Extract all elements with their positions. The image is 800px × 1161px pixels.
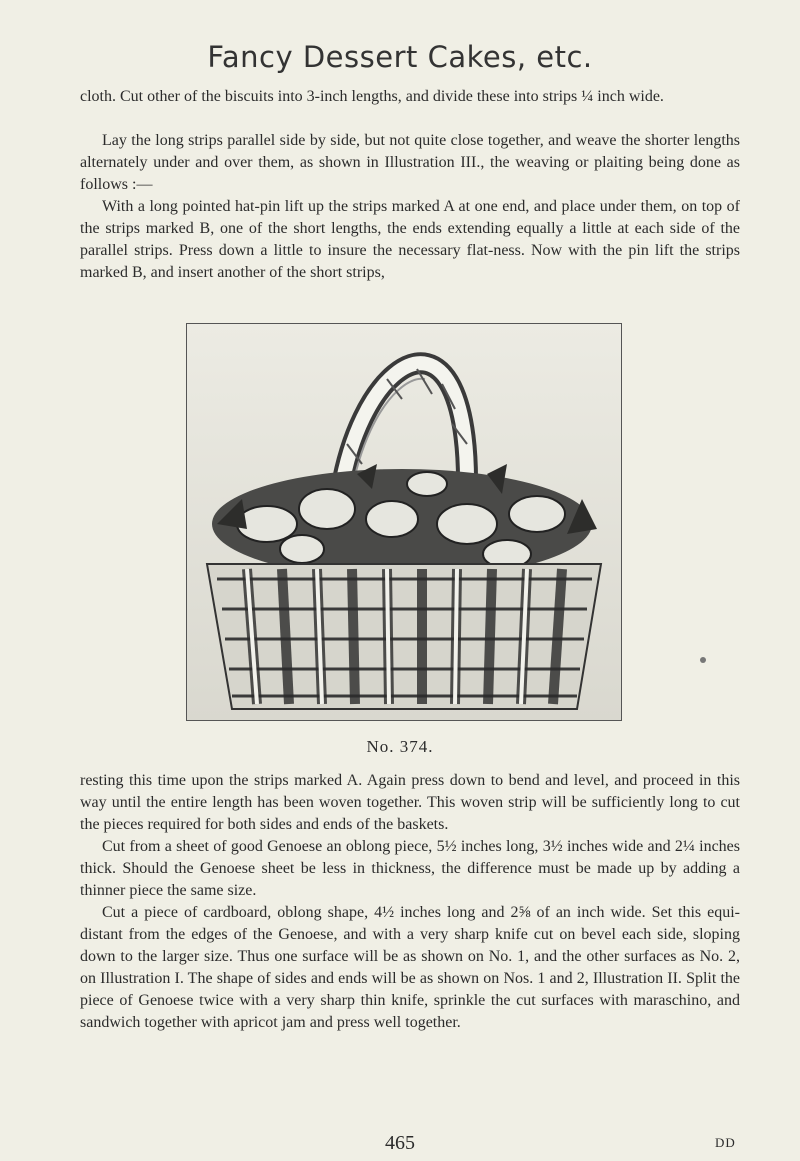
woven-basket-image <box>187 324 621 720</box>
paragraph-1: cloth. Cut other of the biscuits into 3-inch lengths, and divide these into strips ¼ inch wide. <box>80 88 664 105</box>
paragraph-3: With a long pointed hat-pin lift up the strips marked A at one end, and place under them, on top of the strips marked B, one of the short lengths, the ends extending equally a little at each side of the parallel strips. Press down a little to insure the necessary flat-ness. Now with the pin lift the strips marked B, and insert another of the short strips, <box>80 198 740 281</box>
stray-mark <box>700 657 706 663</box>
signature-mark: DD <box>715 1135 736 1150</box>
figure-caption: No. 374. <box>366 737 434 756</box>
paragraph-2: Lay the long strips parallel side by side, but not quite close together, and weave the shorter lengths alternately under and over them, as shown in Illustration III., the weaving or plaiting being done as follows :— <box>80 132 740 193</box>
paragraph-6: Cut a piece of cardboard, oblong shape, 4½ inches long and 2⅝ of an inch wide. Set this equi-distant from the edges of the Genoese, and with a very sharp knife cut on bevel each side, sloping down to the larger size. Thus one surface will be as shown on No. 1, and the other surfaces as No. 2, on Illustration I. The shape of sides and ends will be as shown on Nos. 1 and 2, Illustration II. Split the piece of Genoese twice with a very sharp thin knife, sprinkle the cut surfaces with maraschino, and sandwich together with apricot jam and press well together. <box>80 904 740 1031</box>
paragraph-5: Cut from a sheet of good Genoese an oblong piece, 5½ inches long, 3½ inches wide and 2¼ inches thick. Should the Genoese sheet be less in thickness, the difference must be made up by adding a thinner piece the same size. <box>80 838 740 899</box>
paragraph-4: resting this time upon the strips marked A. Again press down to bend and level, and proceed in this way until the entire length has been woven together. This woven strip will be sufficiently long to cut the pieces required for both sides and ends of the baskets. <box>80 772 740 833</box>
basket-illustration <box>186 323 622 721</box>
page-title: Fancy Dessert Cakes, etc. <box>207 40 593 74</box>
page-number: 465 <box>385 1132 415 1154</box>
